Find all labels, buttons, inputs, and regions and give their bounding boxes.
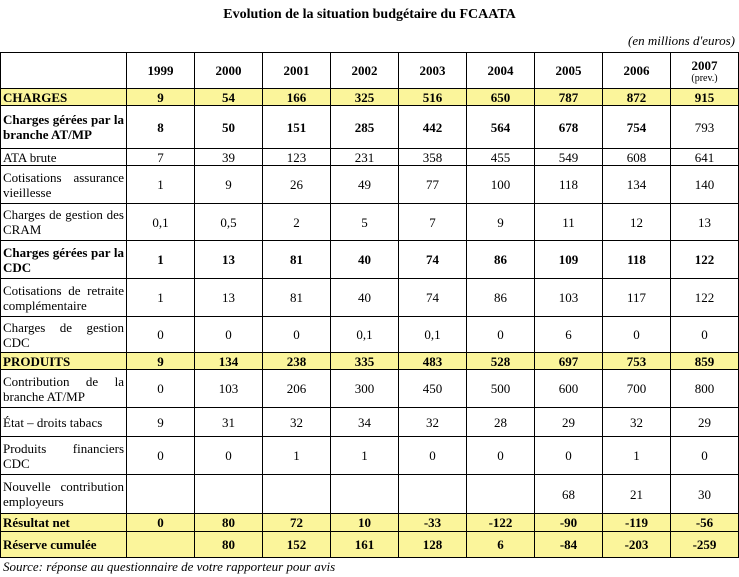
year-label: 2003 [419, 63, 446, 78]
row-label: Cotisations assurance vieillesse [1, 166, 127, 204]
table-row [1, 241, 739, 279]
value-cell: 9 [195, 166, 263, 204]
value-cell: 29 [535, 408, 603, 437]
value-cell: 7 [399, 204, 467, 241]
table-row [1, 408, 739, 437]
value-cell: 117 [603, 279, 671, 317]
value-cell: 50 [195, 106, 263, 149]
value-cell: 528 [467, 353, 535, 370]
value-cell: -33 [399, 514, 467, 532]
table-row [1, 106, 739, 149]
value-cell: 54 [195, 89, 263, 106]
value-cell: 9 [127, 89, 195, 106]
table-title: Evolution de la situation budgétaire du FCAATA [223, 7, 516, 22]
value-cell: 206 [263, 370, 331, 408]
table-row [1, 279, 739, 317]
row-label: Nouvelle contribution employeurs [1, 475, 127, 514]
value-cell: 12 [603, 204, 671, 241]
value-cell: 0 [535, 437, 603, 475]
value-cell: 103 [195, 370, 263, 408]
value-cell: 0 [127, 437, 195, 475]
year-header [127, 53, 195, 89]
value-cell: 29 [671, 408, 739, 437]
value-cell: 700 [603, 370, 671, 408]
value-cell: 1 [331, 437, 399, 475]
value-cell [195, 475, 263, 514]
value-cell: 0 [127, 317, 195, 353]
table-row [1, 89, 739, 106]
table-row [1, 149, 739, 166]
year-label: 2004 [487, 63, 514, 78]
value-cell: -90 [535, 514, 603, 532]
value-cell: 80 [195, 532, 263, 558]
value-cell: 0,1 [127, 204, 195, 241]
value-cell: 128 [399, 532, 467, 558]
value-cell: 140 [671, 166, 739, 204]
header-empty-cell [1, 53, 127, 89]
value-cell: 516 [399, 89, 467, 106]
value-cell: 608 [603, 149, 671, 166]
value-cell: 859 [671, 353, 739, 370]
value-cell: 600 [535, 370, 603, 408]
value-cell: 9 [127, 353, 195, 370]
value-cell: 753 [603, 353, 671, 370]
value-cell: 134 [195, 353, 263, 370]
value-cell: 81 [263, 241, 331, 279]
value-cell: 0 [603, 317, 671, 353]
value-cell: 81 [263, 279, 331, 317]
value-cell: 1 [603, 437, 671, 475]
year-header [535, 53, 603, 89]
row-label: CHARGES [1, 89, 127, 106]
value-cell: 9 [467, 204, 535, 241]
value-cell: 118 [603, 241, 671, 279]
value-cell: 11 [535, 204, 603, 241]
value-cell: 49 [331, 166, 399, 204]
row-label: Cotisations de retraite complémentaire [1, 279, 127, 317]
value-cell: 32 [263, 408, 331, 437]
value-cell: 6 [467, 532, 535, 558]
value-cell: 0 [671, 437, 739, 475]
table-row [1, 532, 739, 558]
value-cell: 74 [399, 279, 467, 317]
value-cell: 300 [331, 370, 399, 408]
row-label: Charges de gestion CDC [1, 317, 127, 353]
value-cell: 1 [127, 241, 195, 279]
value-cell: 915 [671, 89, 739, 106]
value-cell: 1 [127, 279, 195, 317]
value-cell: 678 [535, 106, 603, 149]
table-row [1, 370, 739, 408]
value-cell: 1 [127, 166, 195, 204]
value-cell: 0,5 [195, 204, 263, 241]
value-cell: 549 [535, 149, 603, 166]
value-cell [331, 475, 399, 514]
value-cell [263, 475, 331, 514]
value-cell: 0 [671, 317, 739, 353]
table-row [1, 353, 739, 370]
value-cell: 68 [535, 475, 603, 514]
value-cell: 0 [467, 437, 535, 475]
value-cell: 641 [671, 149, 739, 166]
value-cell: -259 [671, 532, 739, 558]
value-cell: 122 [671, 279, 739, 317]
table-row [1, 317, 739, 353]
year-label: 2005 [555, 63, 582, 78]
value-cell: 10 [331, 514, 399, 532]
value-cell: 0 [195, 437, 263, 475]
year-header [331, 53, 399, 89]
table-row [1, 514, 739, 532]
header-row [1, 53, 739, 89]
year-header [671, 53, 739, 89]
value-cell: 13 [195, 279, 263, 317]
value-cell: 800 [671, 370, 739, 408]
value-cell: 442 [399, 106, 467, 149]
row-label: Charges gérées par la branche AT/MP [1, 106, 127, 149]
value-cell: 103 [535, 279, 603, 317]
value-cell: 0,1 [399, 317, 467, 353]
value-cell: -119 [603, 514, 671, 532]
value-cell [127, 532, 195, 558]
value-cell: 0 [127, 370, 195, 408]
year-header [399, 53, 467, 89]
value-cell: 650 [467, 89, 535, 106]
value-cell: 0 [195, 317, 263, 353]
row-label: Contribution de la branche AT/MP [1, 370, 127, 408]
value-cell [467, 475, 535, 514]
value-cell: 500 [467, 370, 535, 408]
value-cell: 118 [535, 166, 603, 204]
value-cell: 793 [671, 106, 739, 149]
value-cell: 80 [195, 514, 263, 532]
value-cell: 40 [331, 241, 399, 279]
value-cell: 231 [331, 149, 399, 166]
table-row [1, 204, 739, 241]
value-cell [399, 475, 467, 514]
row-label: Charges de gestion des CRAM [1, 204, 127, 241]
year-header [467, 53, 535, 89]
value-cell: 13 [671, 204, 739, 241]
value-cell: 238 [263, 353, 331, 370]
value-cell: 8 [127, 106, 195, 149]
value-cell: 0 [263, 317, 331, 353]
value-cell: 872 [603, 89, 671, 106]
year-label: 2006 [623, 63, 650, 78]
year-label: 2007 [691, 57, 718, 73]
value-cell: 26 [263, 166, 331, 204]
forecast-note: (prev.) [691, 72, 718, 84]
value-cell: 100 [467, 166, 535, 204]
row-label: ATA brute [1, 149, 127, 166]
value-cell: 77 [399, 166, 467, 204]
year-label: 2001 [283, 63, 310, 78]
value-cell: 122 [671, 241, 739, 279]
value-cell: 32 [603, 408, 671, 437]
row-label: Résultat net [1, 514, 127, 532]
row-label: État – droits tabacs [1, 408, 127, 437]
value-cell: 13 [195, 241, 263, 279]
value-cell: 325 [331, 89, 399, 106]
value-cell: 787 [535, 89, 603, 106]
value-cell: 28 [467, 408, 535, 437]
value-cell: 40 [331, 279, 399, 317]
value-cell: 21 [603, 475, 671, 514]
value-cell: 450 [399, 370, 467, 408]
value-cell: 34 [331, 408, 399, 437]
year-label: 2000 [215, 63, 242, 78]
value-cell: 483 [399, 353, 467, 370]
value-cell: 455 [467, 149, 535, 166]
table-row [1, 475, 739, 514]
value-cell: 31 [195, 408, 263, 437]
value-cell: 5 [331, 204, 399, 241]
value-cell: 109 [535, 241, 603, 279]
source-note: Source: réponse au questionnaire de votre rapporteur pour avis [3, 559, 336, 574]
value-cell: 9 [127, 408, 195, 437]
value-cell: 7 [127, 149, 195, 166]
value-cell [127, 475, 195, 514]
year-header [195, 53, 263, 89]
year-label: 1999 [147, 63, 174, 78]
row-label: Produits financiers CDC [1, 437, 127, 475]
row-label: PRODUITS [1, 353, 127, 370]
value-cell: 6 [535, 317, 603, 353]
year-label: 2002 [351, 63, 378, 78]
value-cell: 0 [399, 437, 467, 475]
value-cell: 0 [127, 514, 195, 532]
budget-table [0, 52, 739, 558]
value-cell: 1 [263, 437, 331, 475]
value-cell: 0 [467, 317, 535, 353]
value-cell: 134 [603, 166, 671, 204]
row-label: Réserve cumulée [1, 532, 127, 558]
value-cell: 285 [331, 106, 399, 149]
value-cell: 72 [263, 514, 331, 532]
value-cell: 335 [331, 353, 399, 370]
value-cell: 74 [399, 241, 467, 279]
value-cell: 564 [467, 106, 535, 149]
unit-note: (en millions d'euros) [627, 33, 735, 48]
value-cell: 86 [467, 279, 535, 317]
value-cell: 152 [263, 532, 331, 558]
value-cell: 123 [263, 149, 331, 166]
row-label: Charges gérées par la CDC [1, 241, 127, 279]
value-cell: 2 [263, 204, 331, 241]
value-cell: -122 [467, 514, 535, 532]
year-header [603, 53, 671, 89]
value-cell: 697 [535, 353, 603, 370]
value-cell: 30 [671, 475, 739, 514]
value-cell: 32 [399, 408, 467, 437]
value-cell: -203 [603, 532, 671, 558]
value-cell: 151 [263, 106, 331, 149]
value-cell: 161 [331, 532, 399, 558]
value-cell: 86 [467, 241, 535, 279]
value-cell: 0,1 [331, 317, 399, 353]
value-cell: 166 [263, 89, 331, 106]
value-cell: 358 [399, 149, 467, 166]
value-cell: -56 [671, 514, 739, 532]
value-cell: 754 [603, 106, 671, 149]
year-header [263, 53, 331, 89]
table-row [1, 437, 739, 475]
table-row [1, 166, 739, 204]
value-cell: -84 [535, 532, 603, 558]
value-cell: 39 [195, 149, 263, 166]
